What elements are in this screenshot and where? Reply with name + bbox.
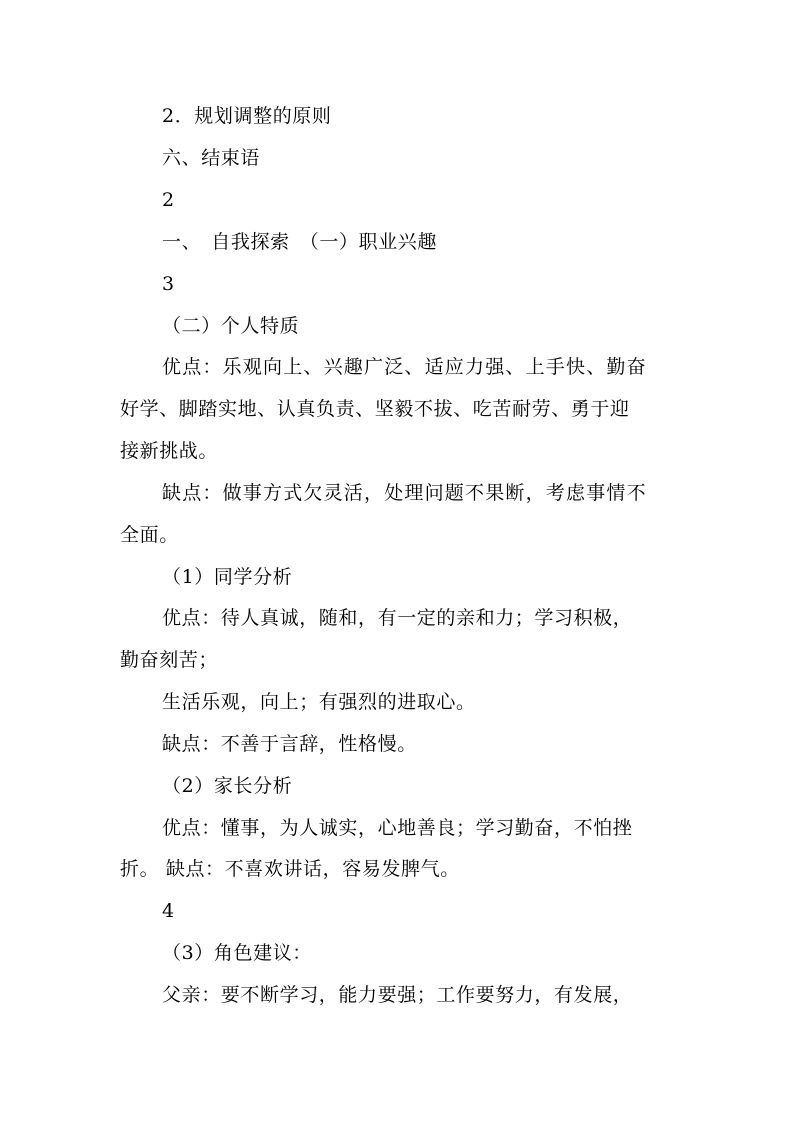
text-line: 优点：乐观向上、兴趣广泛、适应力强、上手快、勤奋 xyxy=(162,356,647,378)
page-number: 3 xyxy=(162,273,175,295)
text-line: 缺点：做事方式欠灵活，处理问题不果断，考虑事情不 xyxy=(162,482,647,504)
text-line: 优点：懂事，为人诚实，心地善良；学习勤奋，不怕挫 xyxy=(162,817,633,839)
text-line: 勤奋刻苦； xyxy=(120,649,219,671)
section-heading: （3）角色建议： xyxy=(162,942,312,964)
section-heading: （1）同学分析 xyxy=(162,566,293,588)
text-line: 优点：待人真诚，随和，有一定的亲和力；学习积极， xyxy=(162,607,633,629)
text-line: 缺点：不善于言辞，性格慢。 xyxy=(162,733,417,755)
text-line: 好学、脚踏实地、认真负责、坚毅不拔、吃苦耐劳、勇于迎 xyxy=(120,398,630,420)
page-number: 2 xyxy=(162,189,175,211)
section-heading: （二）个人特质 xyxy=(162,315,300,337)
text-line: 父亲：要不断学习，能力要强；工作要努力，有发展， xyxy=(162,984,633,1006)
text-line: 全面。 xyxy=(120,524,179,546)
page-number: 4 xyxy=(162,900,175,922)
text-line: 六、结束语 xyxy=(162,147,261,169)
text-line: 生活乐观，向上；有强烈的进取心。 xyxy=(162,691,476,713)
section-heading: （2）家长分析 xyxy=(162,775,293,797)
text-line: 2．规划调整的原则 xyxy=(162,105,332,127)
text-line: 接新挑战。 xyxy=(120,440,219,462)
section-heading: 一、 自我探索 （一）职业兴趣 xyxy=(162,231,438,253)
text-line: 折。 缺点：不喜欢讲话，容易发脾气。 xyxy=(120,858,460,880)
